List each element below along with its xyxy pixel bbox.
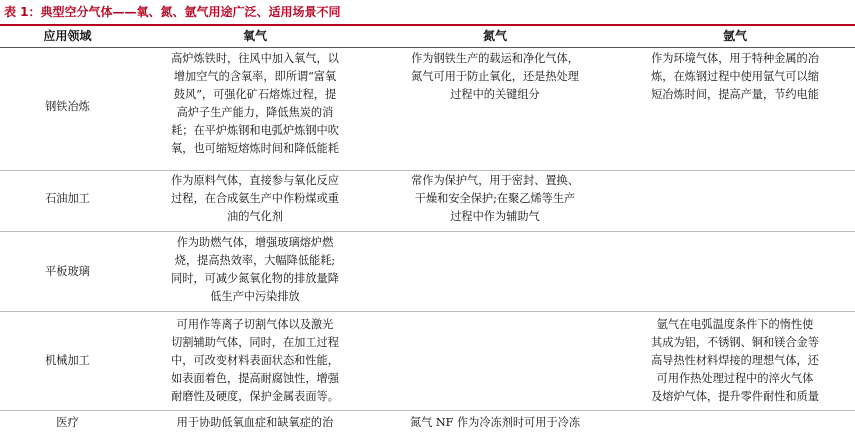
row-divider	[0, 170, 855, 171]
row-nitrogen-use: 作为钢铁生产的载运和净化气体， 氮气可用于防止氧化，还是热处理 过程中的关键组分	[411, 52, 579, 101]
row-oxygen-use: 高炉炼铁时，往风中加入氧气，以 增加空气的含氧率，即所谓“富氧 鼓风”，可强化矿石熔炼过程，提 高炉子生产能力，降低焦炭的消 耗；在平炉炼钢和电弧炉炼钢中吹 氧，也可缩短熔炼时间和降低能耗	[171, 52, 339, 155]
row-oxygen-use: 可用作等离子切割气体以及激光 切割辅助气体，同时，在加工过程 中，可改变材料表面状态和性能， 如表面着色，提高耐腐蚀性，增强 耐磨性及硬度，保护金属表面等。	[171, 318, 339, 403]
header-nitrogen: 氮气	[482, 29, 507, 43]
row-sector: 医疗	[56, 416, 79, 429]
row-sector: 钢铁冶炼	[45, 100, 90, 113]
header-sector: 应用领域	[43, 29, 92, 43]
table-title: 表 1：典型空分气体——氧、氮、氩气用途广泛、适用场景不同	[4, 5, 341, 19]
row-divider	[0, 311, 855, 312]
row-oxygen-use: 作为原料气体，直接参与氧化反应 过程，在合成氨生产中作粉煤或重 油的气化剂	[171, 174, 339, 223]
header-oxygen: 氧气	[242, 29, 267, 43]
row-divider	[0, 410, 855, 411]
table-top-rule	[0, 24, 855, 26]
row-oxygen-use: 作为助燃气体，增强玻璃熔炉燃 烧，提高热效率，大幅降低能耗; 同时，可减少氮氧化物的排放量降 低生产中污染排放	[171, 236, 339, 303]
row-argon-use: 氩气在电弧温度条件下的惰性使 其成为铝，不锈钢、铜和镁合金等 高导热性材料焊接的理想气体，还 可用作热处理过程中的淬火气体 及熔炉气体，提升零件耐性和质量	[651, 318, 819, 403]
row-oxygen-use: 用于协助低氧血症和缺氧症的治	[176, 416, 334, 429]
header-rule	[0, 47, 855, 48]
row-nitrogen-use: 氮气 NF 作为冷冻剂时可用于冷冻	[409, 416, 581, 429]
row-sector: 石油加工	[45, 192, 90, 205]
header-argon: 氩气	[722, 29, 747, 43]
row-sector: 机械加工	[45, 354, 90, 367]
row-nitrogen-use: 常作为保护气，用于密封、置换、 干燥和安全保护;在聚乙烯等生产 过程中作为辅助气	[411, 174, 579, 223]
row-argon-use: 作为环境气体，用于特种金属的冶 炼，在炼钢过程中使用氩气可以缩 短冶炼时间，提高产量，节约电能	[651, 52, 819, 101]
row-divider	[0, 231, 855, 232]
row-sector: 平板玻璃	[45, 265, 90, 278]
